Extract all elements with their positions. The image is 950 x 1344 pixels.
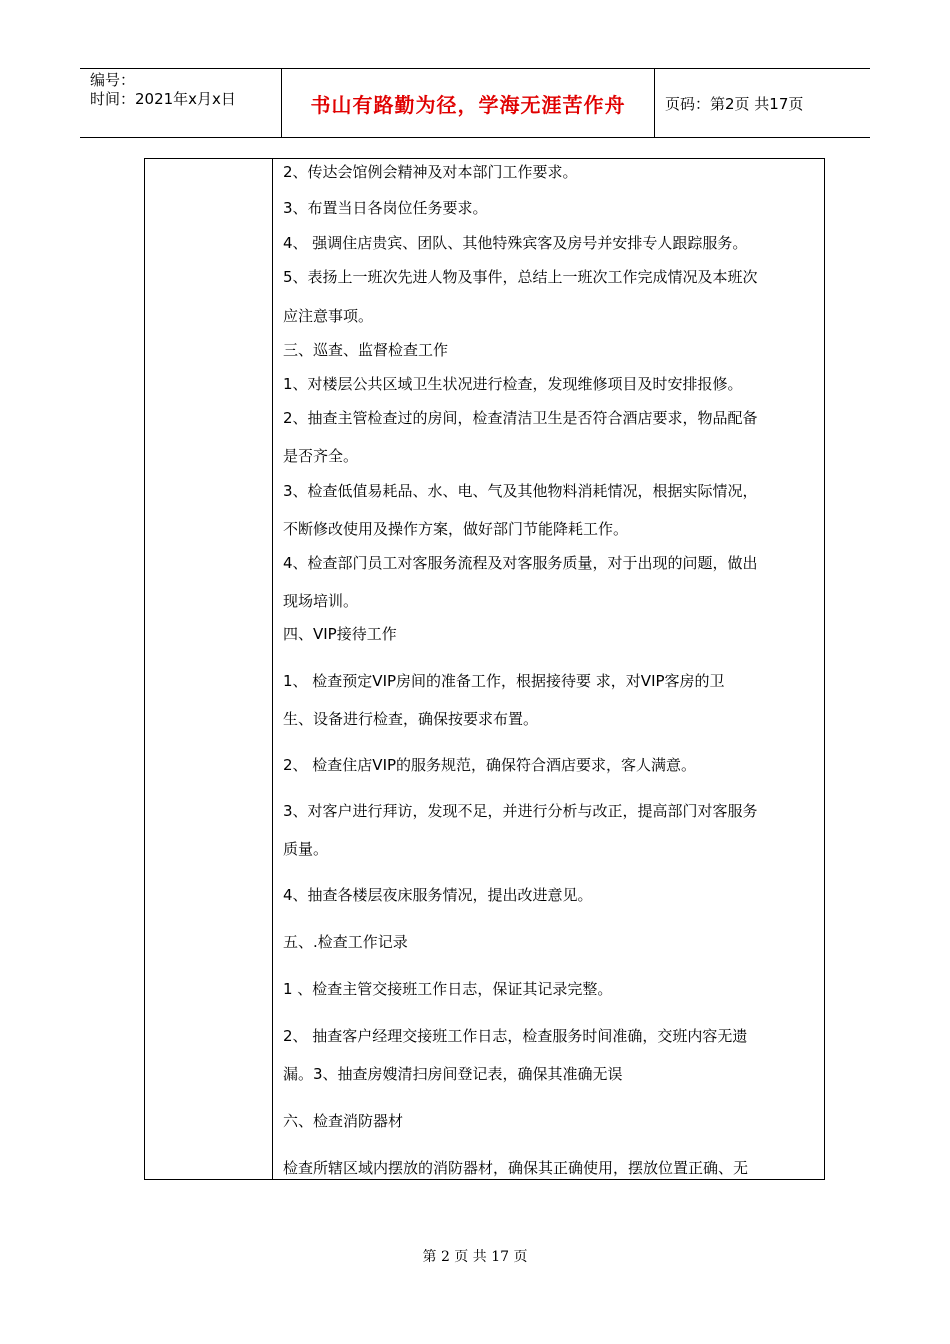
text-line: 3、布置当日各岗位任务要求。	[283, 199, 488, 217]
text-line: 1、对楼层公共区域卫生状况进行检查，发现维修项目及时安排报修。	[283, 375, 743, 393]
text-line: 是否齐全。	[283, 447, 359, 465]
content-table	[144, 158, 825, 1180]
text-line: 漏。3、抽查房嫂清扫房间登记表，确保其准确无误	[283, 1065, 623, 1083]
text-line: 1 、检查主管交接班工作日志，保证其记录完整。	[283, 980, 613, 998]
text-line: 2、传达会馆例会精神及对本部门工作要求。	[283, 163, 578, 181]
section-heading: 四、VIP接待工作	[283, 625, 397, 643]
section-heading: 三、巡查、监督检查工作	[283, 341, 449, 359]
text-line: 检查所辖区域内摆放的消防器材，确保其正确使用，摆放位置正确、无	[283, 1159, 749, 1177]
document-number-label: 编号：	[90, 71, 136, 89]
document-header	[80, 68, 870, 138]
text-line: 4、检查部门员工对客服务流程及对客服务质量，对于出现的问题，做出	[283, 554, 758, 572]
text-line: 不断修改使用及操作方案，做好部门节能降耗工作。	[283, 520, 629, 538]
document-time-label: 时间：2021年x月x日	[90, 90, 236, 108]
text-line: 2、 检查住店VIP的服务规范，确保符合酒店要求，客人满意。	[283, 756, 697, 774]
text-line: 5、表扬上一班次先进人物及事件，总结上一班次工作完成情况及本班次	[283, 268, 758, 286]
text-line: 应注意事项。	[283, 307, 374, 325]
text-line: 3、检查低值易耗品、水、电、气及其他物料消耗情况，根据实际情况，	[283, 482, 758, 500]
section-heading: 五、.检查工作记录	[283, 933, 408, 951]
header-page-info: 页码：第2页 共17页	[665, 94, 804, 113]
text-line: 4、抽查各楼层夜床服务情况，提出改进意见。	[283, 886, 593, 904]
text-line: 质量。	[283, 840, 329, 858]
header-motto: 书山有路勤为径，学海无涯苦作舟	[282, 69, 655, 137]
text-line: 1、 检查预定VIP房间的准备工作，根据接待要 求，对VIP客房的卫	[283, 672, 725, 690]
text-line: 2、抽查主管检查过的房间，检查清洁卫生是否符合酒店要求，物品配备	[283, 409, 758, 427]
header-meta-cell	[80, 69, 282, 137]
text-line: 3、对客户进行拜访，发现不足，并进行分析与改正，提高部门对客服务	[283, 802, 758, 820]
text-line: 4、 强调住店贵宾、团队、其他特殊宾客及房号并安排专人跟踪服务。	[283, 234, 748, 252]
page-footer: 第 2 页 共 17 页	[422, 1249, 528, 1265]
text-line: 生、设备进行检查，确保按要求布置。	[283, 710, 539, 728]
text-line: 2、 抽查客户经理交接班工作日志，检查服务时间准确，交班内容无遗	[283, 1027, 748, 1045]
text-line: 现场培训。	[283, 592, 359, 610]
section-heading: 六、检查消防器材	[283, 1112, 404, 1130]
table-left-column	[145, 159, 273, 1179]
